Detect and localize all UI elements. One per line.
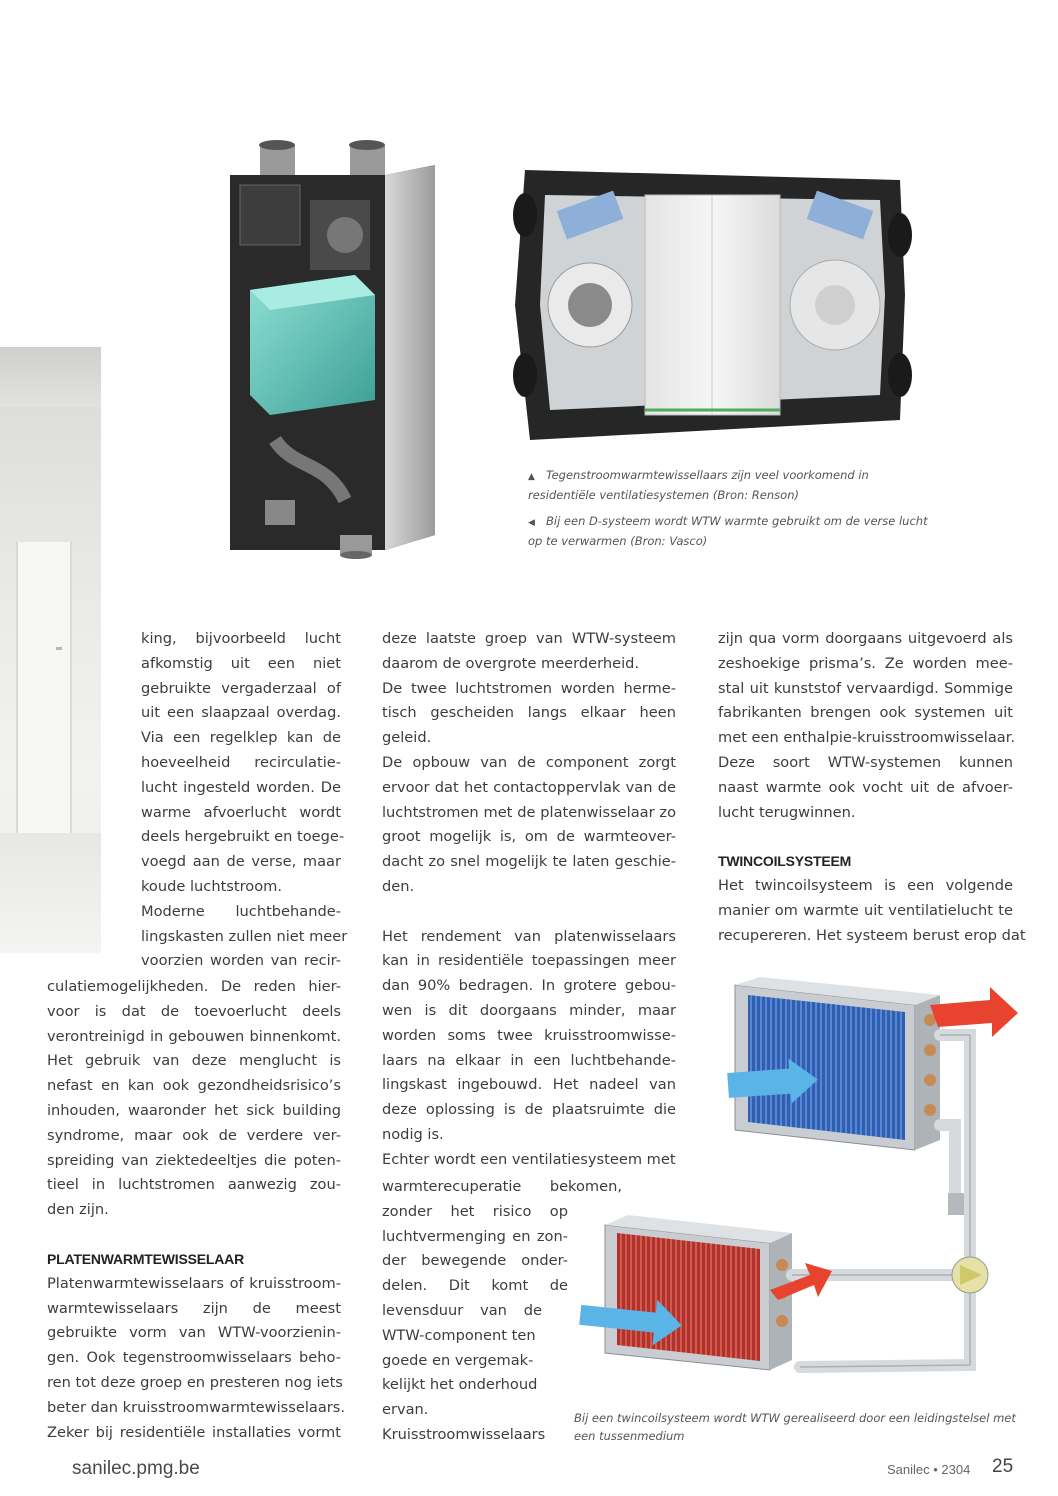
text-line: tieel in luchtstromen aanwezig zou-: [47, 1176, 341, 1194]
text-line: dan 90% bedragen. In grotere gebou-: [382, 977, 676, 995]
text-line: culatiemogelijkheden. De reden hier-: [47, 978, 341, 995]
text-line: lucht terugwinnen.: [718, 803, 856, 821]
twincoil-illustration: [560, 975, 1030, 1405]
caption-text: Tegenstroomwarmtewissellaars zijn veel voorkomend in residentiële ventilatiesystemen (Bron: Renson): [528, 468, 869, 502]
text-line: ren tot deze groep en presteren nog iets: [47, 1373, 343, 1391]
section-heading-platenwarmtewisselaar: PLATENWARMTEWISSELAAR: [47, 1250, 244, 1267]
text-line: warmterecuperatie bekomen,: [382, 1178, 622, 1195]
text-line: Deze soort WTW-systemen kunnen: [718, 753, 1013, 771]
text-line: Platenwarmtewisselaars of kruisstroom-: [47, 1274, 341, 1292]
text-line: stal uit kunststof vervaardigd. Sommige: [718, 679, 1013, 697]
text-line: nefast en kan ook gezondheidsrisico’s: [47, 1077, 341, 1095]
text-line: spreiding van ziektedeeltjes die poten-: [47, 1151, 341, 1169]
text-line: worden soms twee kruisstroomwisse-: [382, 1026, 676, 1044]
text-line: deels hergebruikt en toege-: [141, 828, 345, 846]
text-line: fabrikanten brengen ook systemen uit: [718, 704, 1013, 722]
text-line: kan in residentiële toepassingen meer: [382, 952, 676, 970]
text-line: geleid.: [382, 729, 432, 747]
text-line: beter dan kruisstroomwarmtewisselaars.: [47, 1398, 346, 1416]
text-line: verontreinigd in gebouwen binnenkomt.: [47, 1027, 341, 1045]
text-line: Moderne luchtbehande-: [141, 902, 341, 920]
text-line: lingskasten zullen niet meer: [141, 927, 348, 945]
column3-text: [718, 627, 1026, 949]
text-line: inhouden, waaronder het sick building: [47, 1101, 341, 1119]
text-line: De opbouw van de component zorgt: [382, 753, 676, 771]
section-heading-twincoilsysteem: TWINCOILSYSTEEM: [718, 853, 852, 870]
text-line: ervan.: [382, 1401, 429, 1419]
text-line: luchtvermenging en zon-: [382, 1227, 568, 1245]
text-line: manier om warmte uit ventilatielucht te: [718, 901, 1013, 919]
column2-narrow-text: [382, 1175, 622, 1448]
text-line: syndrome, maar ook de verdere ver-: [47, 1126, 341, 1144]
text-line: De twee luchtstromen worden herme-: [382, 679, 676, 697]
text-line: Het gebruik van deze menglucht is: [47, 1052, 341, 1070]
text-line: naast warmte ook vocht uit de afvoer-: [718, 778, 1013, 796]
text-line: den zijn.: [47, 1201, 109, 1219]
wtw-unit-horizontal-photo: [505, 155, 920, 445]
text-line: gen. Ook tegenstroomwisselaars beho-: [47, 1349, 341, 1367]
text-line: voegd aan de verse, maar: [141, 853, 341, 871]
text-line: den.: [382, 877, 415, 895]
text-line: Via een regelklep kan de: [141, 729, 341, 747]
text-line: Het twincoilsysteem is een volgende: [718, 877, 1013, 895]
text-line: dacht zo snel mogelijk te laten geschie-: [382, 853, 676, 871]
room-photo: [0, 347, 101, 953]
text-line: zeshoekige prisma’s. Ze worden mee-: [718, 654, 1013, 672]
text-line: Het rendement van platenwisselaars: [382, 927, 676, 945]
text-line: afkomstig uit een niet: [141, 654, 341, 672]
text-line: zonder het risico op: [382, 1202, 568, 1220]
twincoil-caption: Bij een twincoilsysteem wordt WTW gerealiseerd door een leidingstelsel met een tussenmedium: [574, 1411, 1016, 1443]
caption-text: Bij een D-systeem wordt WTW warmte gebruikt om de verse lucht op te verwarmen (Bron: Vasco): [528, 514, 928, 548]
text-line: koude luchtstroom.: [141, 877, 283, 895]
text-line: daarom de overgrote meerderheid.: [382, 654, 640, 672]
text-line: gebruikte vergaderzaal of: [141, 679, 341, 697]
text-line: luchtstromen met de platenwisselaar zo: [382, 803, 676, 821]
text-line: tisch gescheiden langs elkaar heen: [382, 704, 676, 722]
text-line: hoeveelheid recirculatie-: [141, 753, 341, 771]
text-line: der bewegende onder-: [382, 1252, 568, 1270]
footer-website-link[interactable]: sanilec.pmg.be: [72, 1458, 200, 1479]
text-line: WTW-component ten: [382, 1326, 536, 1344]
text-line: lingskast ingebouwd. Het nadeel van: [382, 1076, 676, 1094]
text-line: recupereren. Het systeem berust erop dat: [718, 926, 1026, 944]
text-line: Kruisstroomwisselaars: [382, 1425, 546, 1443]
text-line: uit een slaapzaal overdag.: [141, 704, 341, 722]
text-line: met een enthalpie-kruisstroomwisselaar.: [718, 729, 1016, 747]
text-line: nodig is.: [382, 1125, 444, 1143]
triangle-up-icon: ▲: [528, 472, 535, 482]
text-line: Echter wordt een ventilatiesysteem met: [382, 1150, 676, 1168]
photo-caption-top: [528, 466, 928, 504]
triangle-left-icon: ◀: [528, 518, 535, 528]
column1-top-text: [141, 627, 348, 974]
text-line: zijn qua vorm doorgaans uitgevoerd als: [718, 630, 1013, 647]
text-line: king, bijvoorbeeld lucht: [141, 630, 341, 647]
text-line: delen. Dit komt de: [382, 1277, 568, 1295]
footer-magazine-issue: Sanilec • 2304: [887, 1462, 971, 1477]
text-line: lucht ingesteld worden. De: [141, 778, 341, 796]
text-line: voor is dat de toevoerlucht deels: [47, 1002, 341, 1020]
text-line: warmtewisselaars zijn de meest: [47, 1299, 341, 1317]
text-line: goede en vergemak-: [382, 1351, 534, 1369]
page-number: 25: [992, 1456, 1014, 1477]
text-line: kelijkt het onderhoud: [382, 1376, 538, 1394]
text-line: deze oplossing is de plaatsruimte die: [382, 1101, 676, 1119]
text-line: Zeker bij residentiële installaties vormt: [47, 1423, 341, 1441]
text-line: levensduur van de: [382, 1301, 542, 1319]
column1-bottom-text: [47, 975, 346, 1445]
text-line: groot mogelijk is, om de warmteover-: [382, 828, 676, 846]
text-line: ervoor dat het contactoppervlak van de: [382, 778, 676, 796]
text-line: laars na elkaar in een luchtbehande-: [382, 1051, 676, 1069]
text-line: warme afvoerlucht wordt: [141, 803, 341, 821]
text-line: deze laatste groep van WTW-systeem: [382, 630, 676, 647]
wtw-unit-vertical-photo: [215, 140, 445, 560]
text-line: wen is dit doorgaans minder, maar: [382, 1001, 676, 1019]
text-line: voorzien worden van recir-: [141, 952, 341, 970]
photo-caption-left: [528, 512, 928, 550]
text-line: gebruikte vorm van WTW-voorzienin-: [47, 1324, 341, 1342]
